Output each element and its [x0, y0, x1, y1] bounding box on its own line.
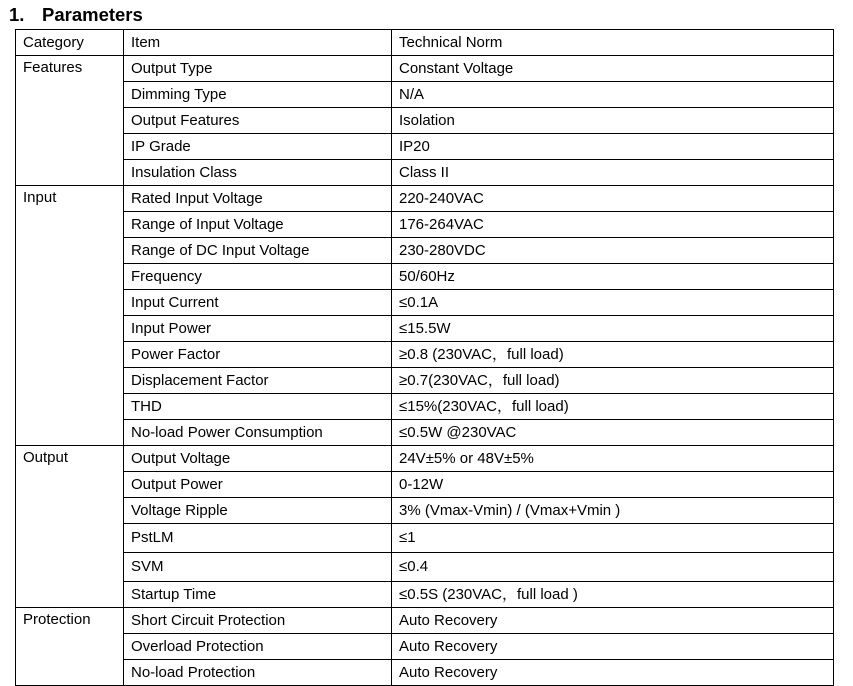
table-row: [16, 524, 834, 553]
item-cell: Range of Input Voltage: [124, 212, 392, 238]
technical-norm-cell: ≥0.8 (230VAC，full load): [392, 342, 834, 368]
technical-norm-cell: ≤0.5S (230VAC，full load ): [392, 582, 834, 608]
technical-norm-cell: 220-240VAC: [392, 186, 834, 212]
item-cell: Rated Input Voltage: [124, 186, 392, 212]
table-row: [16, 264, 834, 290]
item-cell: PstLM: [124, 524, 392, 553]
item-cell: Input Power: [124, 316, 392, 342]
technical-norm-cell: 50/60Hz: [392, 264, 834, 290]
table-row: [16, 498, 834, 524]
technical-norm-cell: IP20: [392, 134, 834, 160]
technical-norm-cell: Auto Recovery: [392, 660, 834, 686]
table-row: [16, 553, 834, 582]
table-row: [16, 420, 834, 446]
technical-norm-cell: 24V±5% or 48V±5%: [392, 446, 834, 472]
header-category: Category: [16, 30, 124, 56]
item-cell: Frequency: [124, 264, 392, 290]
parameters-table: [15, 29, 834, 686]
technical-norm-cell: Isolation: [392, 108, 834, 134]
table-row: [16, 582, 834, 608]
technical-norm-cell: 176-264VAC: [392, 212, 834, 238]
table-row: [16, 634, 834, 660]
table-row: [16, 368, 834, 394]
item-cell: Range of DC Input Voltage: [124, 238, 392, 264]
technical-norm-cell: 0-12W: [392, 472, 834, 498]
section-heading: [9, 4, 143, 26]
header-item: Item: [124, 30, 392, 56]
table-row: [16, 394, 834, 420]
item-cell: IP Grade: [124, 134, 392, 160]
item-cell: No-load Protection: [124, 660, 392, 686]
item-cell: Overload Protection: [124, 634, 392, 660]
item-cell: Short Circuit Protection: [124, 608, 392, 634]
table-row: [16, 134, 834, 160]
technical-norm-cell: N/A: [392, 82, 834, 108]
category-cell: Features: [16, 56, 124, 186]
header-technical-norm: Technical Norm: [392, 30, 834, 56]
item-cell: Output Power: [124, 472, 392, 498]
category-cell: Input: [16, 186, 124, 446]
technical-norm-cell: 230-280VDC: [392, 238, 834, 264]
table-row: [16, 342, 834, 368]
item-cell: Output Voltage: [124, 446, 392, 472]
table-row: [16, 108, 834, 134]
item-cell: Insulation Class: [124, 160, 392, 186]
item-cell: SVM: [124, 553, 392, 582]
technical-norm-cell: ≤15%(230VAC，full load): [392, 394, 834, 420]
section-title: Parameters: [42, 4, 143, 25]
item-cell: Power Factor: [124, 342, 392, 368]
table-row: [16, 56, 834, 82]
item-cell: Output Type: [124, 56, 392, 82]
table-header-row: [16, 30, 834, 56]
technical-norm-cell: Auto Recovery: [392, 608, 834, 634]
parameters-table-body: [16, 30, 834, 686]
technical-norm-cell: ≤1: [392, 524, 834, 553]
technical-norm-cell: Class II: [392, 160, 834, 186]
item-cell: Startup Time: [124, 582, 392, 608]
category-cell: Protection: [16, 608, 124, 686]
table-row: [16, 472, 834, 498]
item-cell: Displacement Factor: [124, 368, 392, 394]
technical-norm-cell: Auto Recovery: [392, 634, 834, 660]
table-row: [16, 608, 834, 634]
item-cell: Dimming Type: [124, 82, 392, 108]
table-row: [16, 160, 834, 186]
technical-norm-cell: ≤15.5W: [392, 316, 834, 342]
technical-norm-cell: ≥0.7(230VAC，full load): [392, 368, 834, 394]
item-cell: THD: [124, 394, 392, 420]
table-row: [16, 446, 834, 472]
table-row: [16, 212, 834, 238]
table-row: [16, 316, 834, 342]
table-row: [16, 660, 834, 686]
technical-norm-cell: ≤0.4: [392, 553, 834, 582]
technical-norm-cell: 3% (Vmax-Vmin) / (Vmax+Vmin ): [392, 498, 834, 524]
section-number: 1.: [9, 4, 25, 25]
table-row: [16, 238, 834, 264]
technical-norm-cell: Constant Voltage: [392, 56, 834, 82]
item-cell: No-load Power Consumption: [124, 420, 392, 446]
item-cell: Output Features: [124, 108, 392, 134]
table-row: [16, 290, 834, 316]
technical-norm-cell: ≤0.1A: [392, 290, 834, 316]
item-cell: Input Current: [124, 290, 392, 316]
table-row: [16, 82, 834, 108]
table-row: [16, 186, 834, 212]
category-cell: Output: [16, 446, 124, 608]
item-cell: Voltage Ripple: [124, 498, 392, 524]
technical-norm-cell: ≤0.5W @230VAC: [392, 420, 834, 446]
